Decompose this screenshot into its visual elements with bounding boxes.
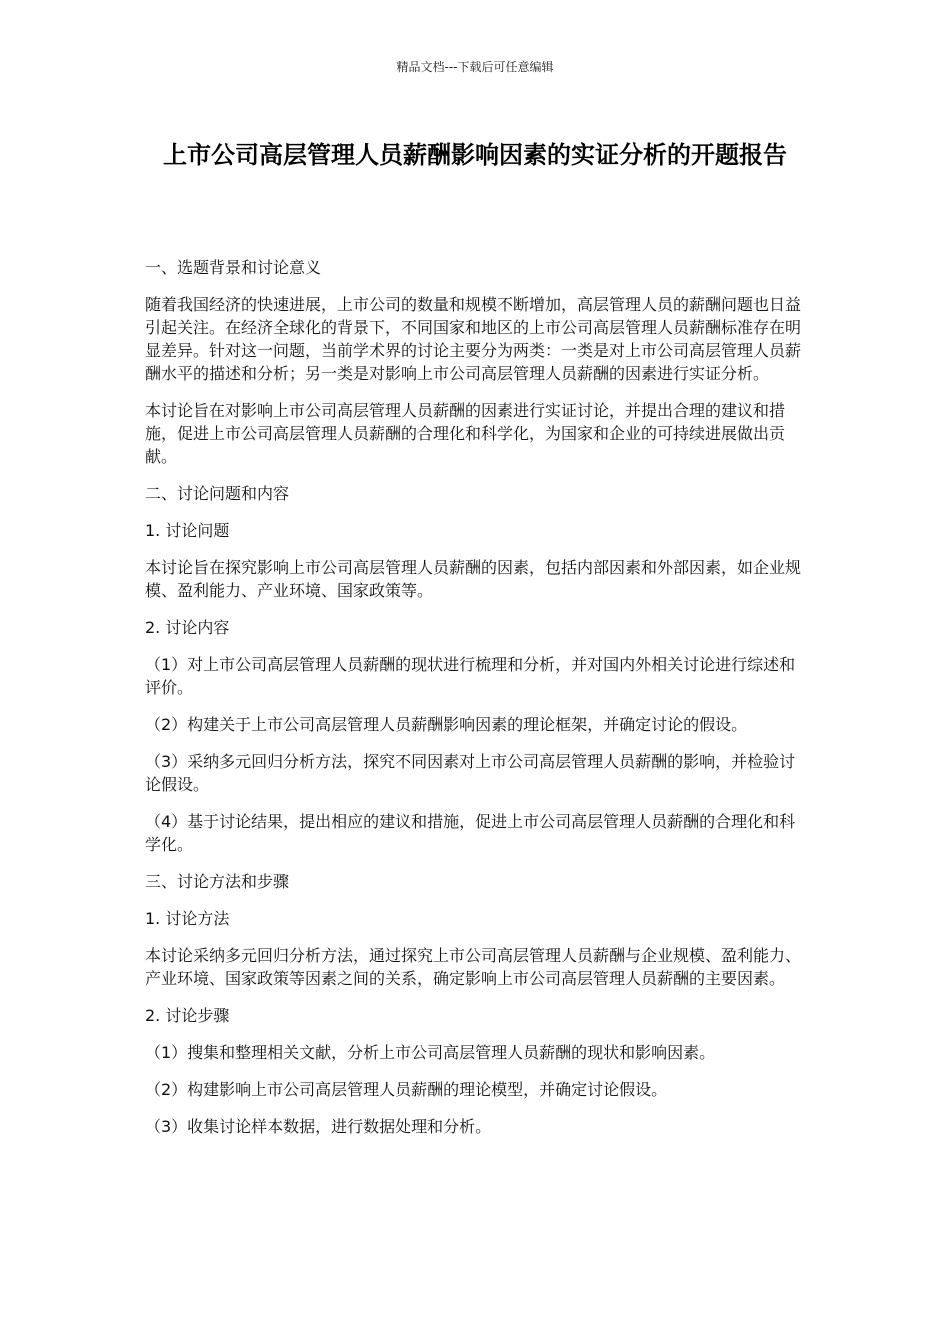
document-title: 上市公司高层管理人员薪酬影响因素的实证分析的开题报告 bbox=[163, 141, 787, 169]
subheading-questions: 1. 讨论问题 bbox=[145, 521, 230, 540]
list-item-content-4: （4）基于讨论结果，提出相应的建议和措施，促进上市公司高层管理人员薪酬的合理化和科学化。 bbox=[145, 812, 796, 854]
section-heading-background: 一、选题背景和讨论意义 bbox=[145, 258, 322, 277]
document-body bbox=[145, 256, 807, 1152]
section-heading-questions: 二、讨论问题和内容 bbox=[145, 484, 290, 503]
section-heading-methods: 三、讨论方法和步骤 bbox=[145, 872, 290, 891]
paragraph-background: 随着我国经济的快速进展，上市公司的数量和规模不断增加，高层管理人员的薪酬问题也日益引起关注。在经济全球化的背景下，不同国家和地区的上市公司高层管理人员薪酬标准存在明显差异。针对这一问题，当前学术界的讨论主要分为两类：一类是对上市公司高层管理人员薪酬水平的描述和分析；另一类是对影响上市公司高层管理人员薪酬的因素进行实证分析。 bbox=[145, 295, 802, 383]
paragraph-questions: 本讨论旨在探究影响上市公司高层管理人员薪酬的因素，包括内部因素和外部因素，如企业规模、盈利能力、产业环境、国家政策等。 bbox=[145, 558, 802, 600]
list-item-content-3: （3）采纳多元回归分析方法，探究不同因素对上市公司高层管理人员薪酬的影响，并检验讨论假设。 bbox=[145, 752, 796, 794]
subheading-methods: 1. 讨论方法 bbox=[145, 909, 230, 928]
subheading-content: 2. 讨论内容 bbox=[145, 618, 230, 637]
paragraph-methods: 本讨论采纳多元回归分析方法，通过探究上市公司高层管理人员薪酬与企业规模、盈利能力、产业环境、国家政策等因素之间的关系，确定影响上市公司高层管理人员薪酬的主要因素。 bbox=[145, 946, 802, 988]
list-item-content-2: （2）构建关于上市公司高层管理人员薪酬影响因素的理论框架，并确定讨论的假设。 bbox=[145, 715, 748, 734]
list-item-steps-3: （3）收集讨论样本数据，进行数据处理和分析。 bbox=[145, 1117, 492, 1136]
list-item-content-1: （1）对上市公司高层管理人员薪酬的现状进行梳理和分析，并对国内外相关讨论进行综述和评价。 bbox=[145, 655, 796, 697]
list-item-steps-2: （2）构建影响上市公司高层管理人员薪酬的理论模型，并确定讨论假设。 bbox=[145, 1080, 668, 1099]
header-note: 精品文档---下载后可任意编辑 bbox=[396, 60, 554, 74]
list-item-steps-1: （1）搜集和整理相关文献，分析上市公司高层管理人员薪酬的现状和影响因素。 bbox=[145, 1043, 716, 1062]
paragraph-purpose: 本讨论旨在对影响上市公司高层管理人员薪酬的因素进行实证讨论，并提出合理的建议和措施，促进上市公司高层管理人员薪酬的合理化和科学化，为国家和企业的可持续进展做出贡献。 bbox=[145, 401, 786, 466]
subheading-steps: 2. 讨论步骤 bbox=[145, 1006, 230, 1025]
